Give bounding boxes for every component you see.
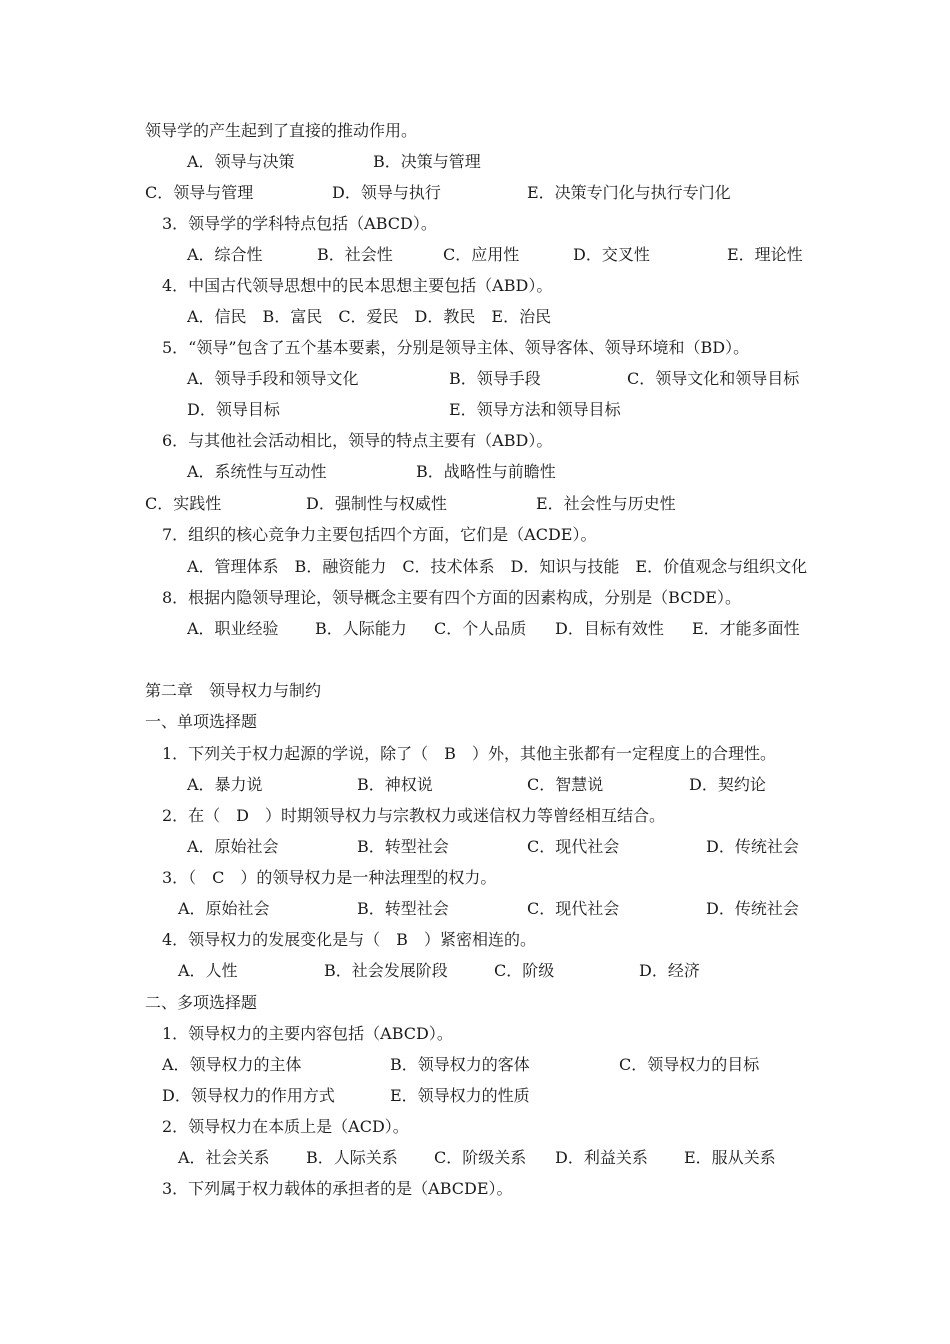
option-c: C．领导权力的目标 <box>619 1055 760 1074</box>
option-c: C．智慧说 <box>527 775 604 794</box>
option-c: C．领导文化和领导目标 <box>627 369 800 388</box>
question-1: 1．下列关于权力起源的学说，除了（ B ）外，其他主张都有一定程度上的合理性。 <box>162 744 776 763</box>
question-5: 5．“领导”包含了五个基本要素，分别是领导主体、领导客体、领导环境和（BD）。 <box>162 338 750 357</box>
option-c: C．领导与管理 <box>145 183 254 202</box>
option-e: E．服从关系 <box>684 1148 776 1167</box>
option-a: A．综合性 <box>187 245 263 264</box>
option-a: A．系统性与互动性 <box>187 462 327 481</box>
option-b: B．决策与管理 <box>373 152 481 171</box>
question-4: 4．领导权力的发展变化是与（ B ）紧密相连的。 <box>162 930 536 949</box>
option-d: D．领导与执行 <box>332 183 441 202</box>
question-1: 1．领导权力的主要内容包括（ABCD）。 <box>162 1024 453 1043</box>
option-b: B．领导手段 <box>449 369 541 388</box>
option-b: B．人际关系 <box>306 1148 398 1167</box>
question-4: 4．中国古代领导思想中的民本思想主要包括（ABD）。 <box>162 276 553 295</box>
option-d: D．领导目标 <box>187 400 280 419</box>
option-c: C．实践性 <box>145 494 222 513</box>
options-row: A．信民 B．富民 C．爱民 D．教民 E．治民 <box>187 307 552 326</box>
option-b: B．社会性 <box>317 245 393 264</box>
text-line: 领导学的产生起到了直接的推动作用。 <box>145 121 418 140</box>
option-a: A．职业经验 <box>187 619 279 638</box>
option-a: A．人性 <box>178 961 238 980</box>
option-d: D．领导权力的作用方式 <box>162 1086 335 1105</box>
section-heading: 一、单项选择题 <box>145 712 258 731</box>
option-a: A．原始社会 <box>187 837 279 856</box>
option-a: A．领导权力的主体 <box>162 1055 302 1074</box>
option-b: B．人际能力 <box>315 619 407 638</box>
question-2: 2．领导权力在本质上是（ACD）。 <box>162 1117 409 1136</box>
option-a: A．领导手段和领导文化 <box>187 369 359 388</box>
question-2: 2．在（ D ）时期领导权力与宗教权力或迷信权力等曾经相互结合。 <box>162 806 666 825</box>
option-e: E．社会性与历史性 <box>536 494 676 513</box>
question-6: 6．与其他社会活动相比，领导的特点主要有（ABD）。 <box>162 431 553 450</box>
option-b: B．神权说 <box>357 775 433 794</box>
options-row: A．管理体系 B．融资能力 C．技术体系 D．知识与技能 E．价值观念与组织文化 <box>187 557 808 576</box>
option-b: B．社会发展阶段 <box>324 961 448 980</box>
option-d: D．契约论 <box>689 775 766 794</box>
option-b: B．领导权力的客体 <box>390 1055 530 1074</box>
option-e: E．理论性 <box>727 245 803 264</box>
option-b: B．转型社会 <box>357 899 449 918</box>
option-d: D．交叉性 <box>573 245 650 264</box>
option-d: D．传统社会 <box>706 899 799 918</box>
option-d: D．利益关系 <box>555 1148 648 1167</box>
option-c: C．阶级关系 <box>434 1148 527 1167</box>
question-3: 3．下列属于权力载体的承担者的是（ABCDE）。 <box>162 1179 513 1198</box>
option-b: B．转型社会 <box>357 837 449 856</box>
question-3: 3．（ C ）的领导权力是一种法理型的权力。 <box>162 868 497 887</box>
option-c: C．应用性 <box>443 245 520 264</box>
option-c: C．现代社会 <box>527 899 620 918</box>
section-heading: 二、多项选择题 <box>145 993 258 1012</box>
option-d: D．经济 <box>639 961 700 980</box>
option-d: D．传统社会 <box>706 837 799 856</box>
question-8: 8．根据内隐领导理论，领导概念主要有四个方面的因素构成，分别是（BCDE）。 <box>162 588 741 607</box>
option-e: E．才能多面性 <box>692 619 800 638</box>
option-d: D．强制性与权威性 <box>306 494 447 513</box>
question-3: 3．领导学的学科特点包括（ABCD）。 <box>162 214 437 233</box>
option-a: A．领导与决策 <box>187 152 295 171</box>
option-e: E．决策专门化与执行专门化 <box>527 183 731 202</box>
option-a: A．暴力说 <box>187 775 263 794</box>
option-b: B．战略性与前瞻性 <box>416 462 556 481</box>
option-c: C．现代社会 <box>527 837 620 856</box>
option-a: A．社会关系 <box>178 1148 270 1167</box>
option-d: D．目标有效性 <box>555 619 664 638</box>
option-c: C．个人品质 <box>434 619 527 638</box>
option-c: C．阶级 <box>494 961 555 980</box>
question-7: 7．组织的核心竞争力主要包括四个方面，它们是（ACDE）。 <box>162 525 597 544</box>
option-e: E．领导权力的性质 <box>390 1086 530 1105</box>
option-e: E．领导方法和领导目标 <box>449 400 621 419</box>
chapter-heading: 第二章 领导权力与制约 <box>145 681 322 700</box>
option-a: A．原始社会 <box>178 899 270 918</box>
